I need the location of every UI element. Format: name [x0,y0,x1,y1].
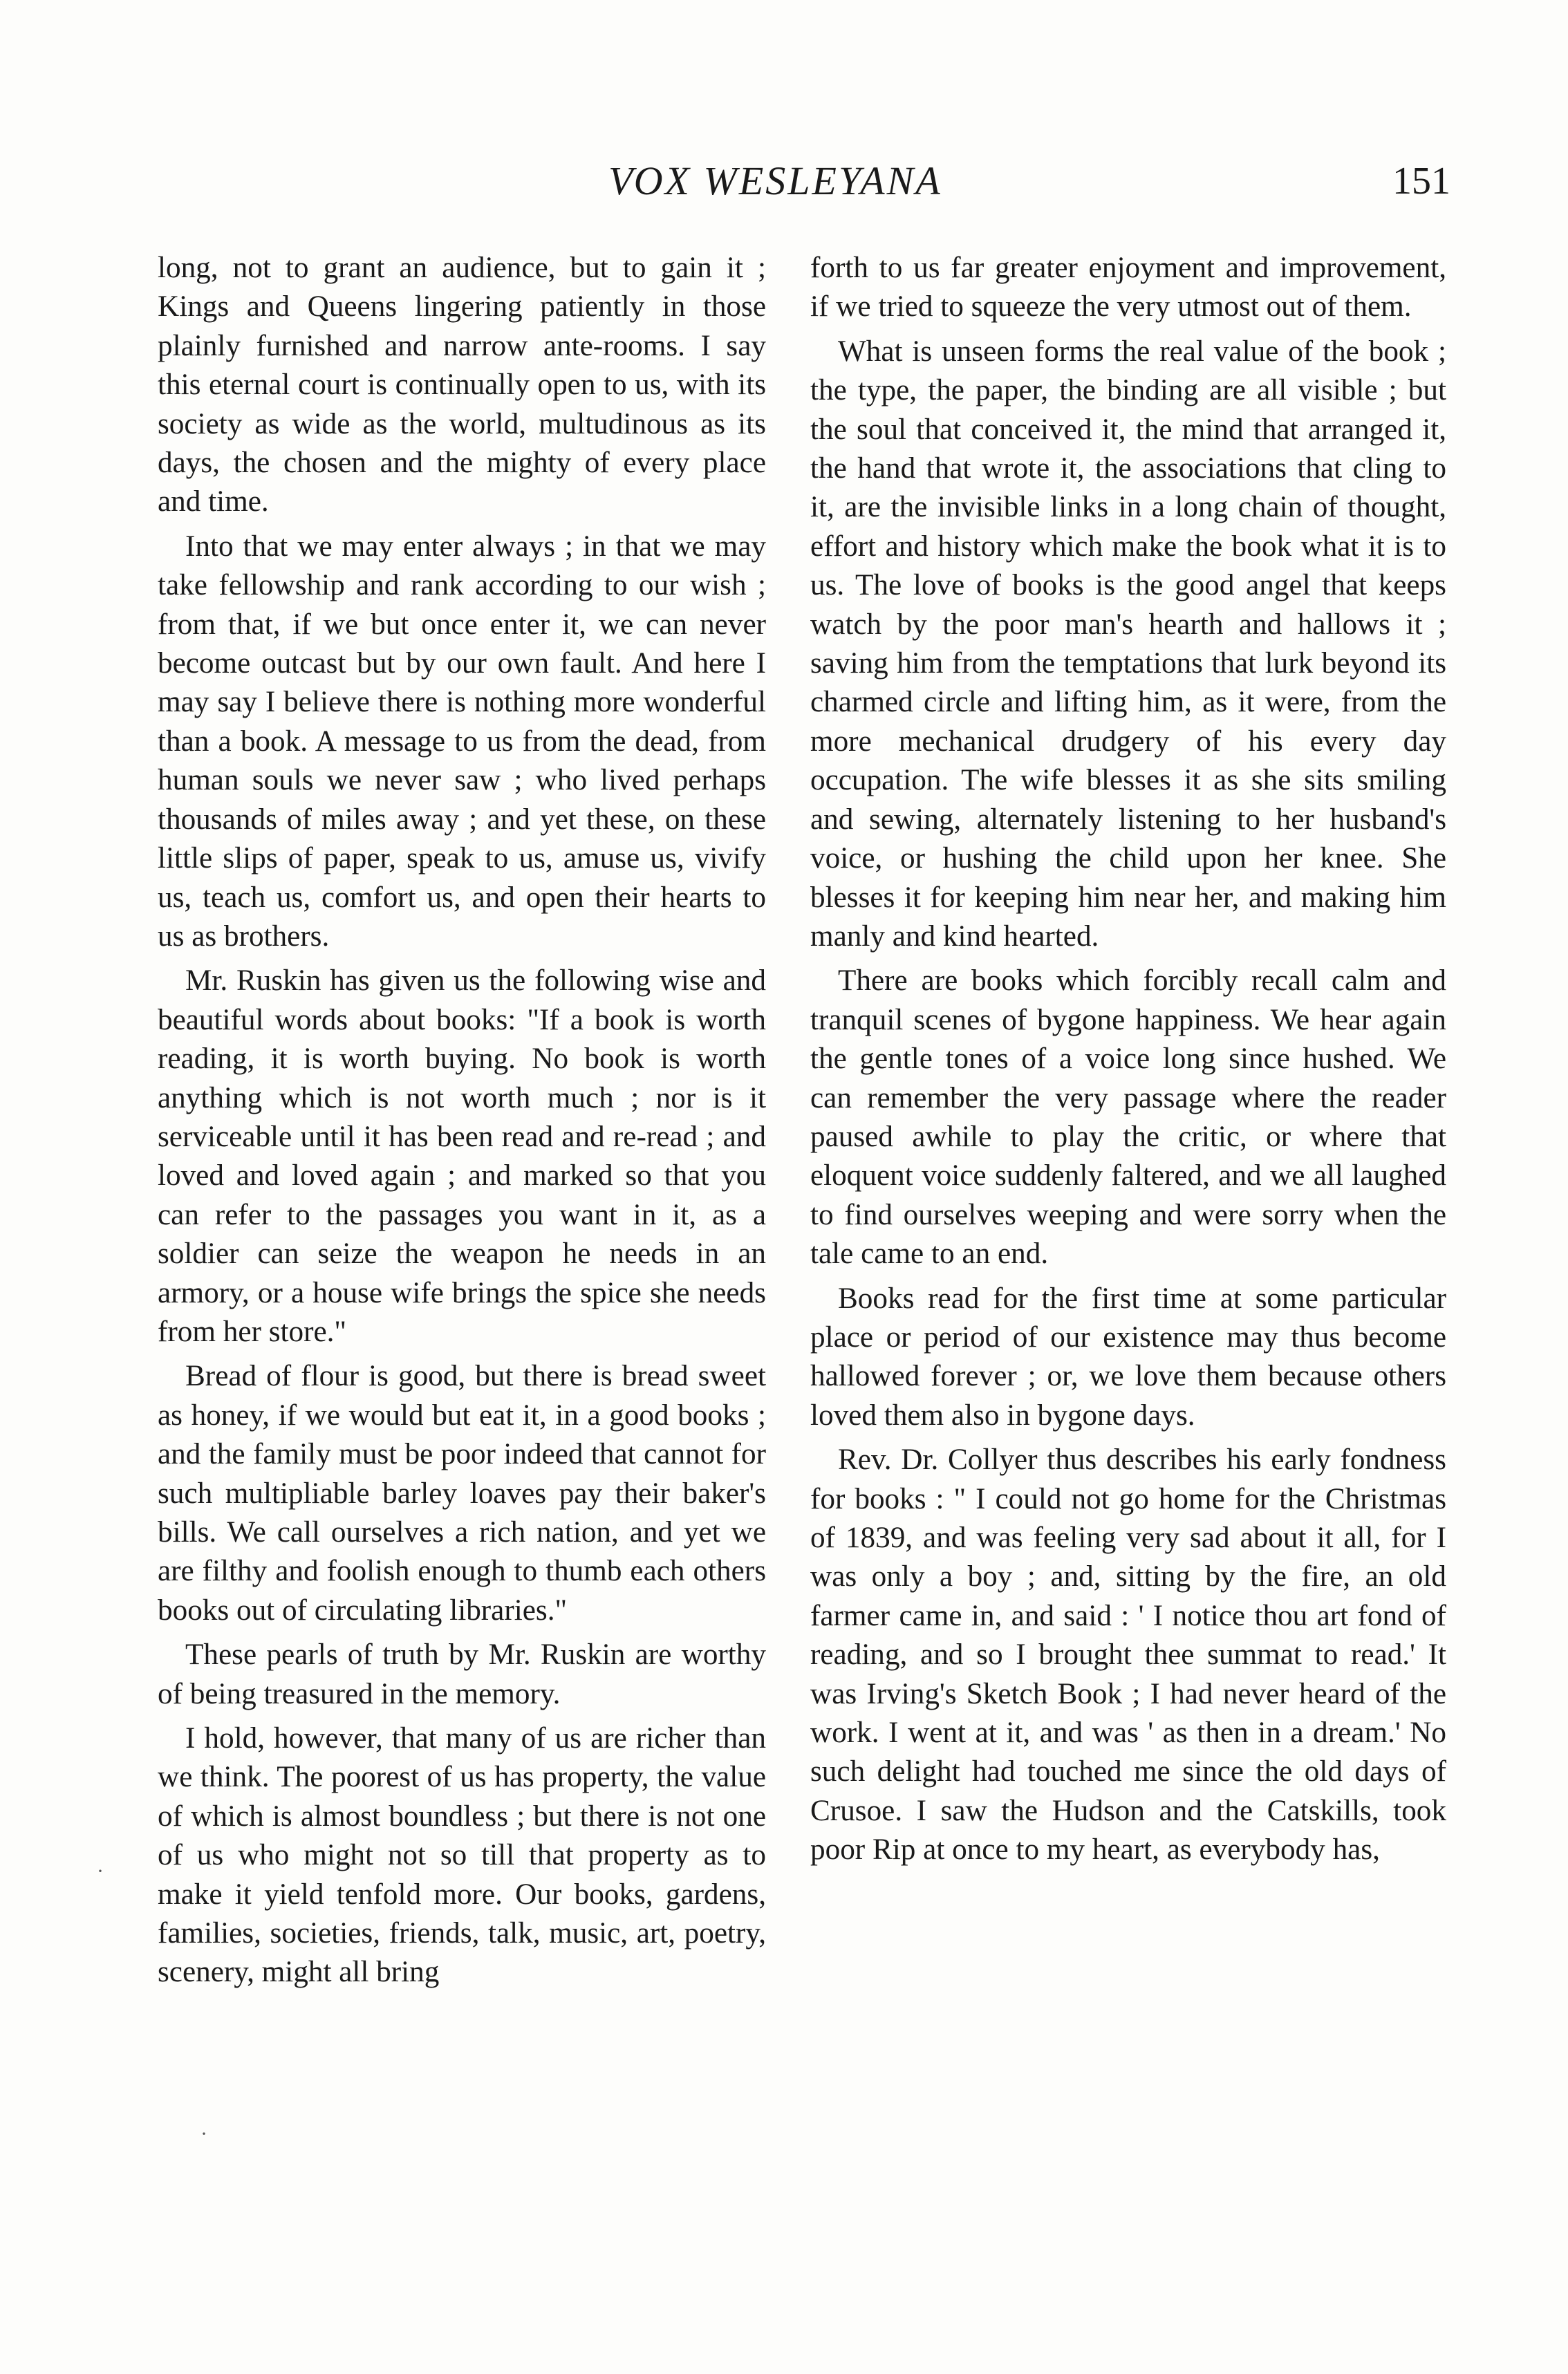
print-speck: · [97,1860,104,1882]
right-column [810,249,1446,1876]
page-number: 151 [1392,160,1450,203]
paragraph: Mr. Ruskin has given us the following wise and beautiful words about books: "If a book is worth reading, it is worth buying. No book is worth anything which is not worth much ; nor is it serviceable until it has been read and re-read ; and loved and loved again ; and marked so that you can refer to the passages you want in it, as a soldier can seize the weapon he needs in an armory, or a house wife brings the spice she needs from her store." [158,964,766,1348]
paragraph: What is unseen forms the real value of the book ; the type, the paper, the binding are all visible ; but the soul that conceived it, the mind that arranged it, the hand that wrote it, the associations that cling to it, are the invisible links in a long chain of thought, effort and history which make the book what it is to us. The love of books is the good angel that keeps watch by the poor man's hearth and hallows it ; saving him from the temptations that lurk beyond its charmed circle and lifting him, as it were, from the more mechanical drudgery of his every day occupation. The wife blesses it as she sits smiling and sewing, alternately listening to her husband's voice, or hushing the child upon her knee. She blesses it for keeping him near her, and making him manly and kind hearted. [810,335,1446,953]
paragraph: These pearls of truth by Mr. Ruskin are worthy of being treasured in the memory. [158,1638,766,1710]
paragraph: forth to us far greater enjoyment and improvement, if we tried to squeeze the very utmost out of them. [810,252,1446,324]
print-speck: · [200,2122,207,2145]
paragraph: Bread of flour is good, but there is bread sweet as honey, if we would but eat it, in a good books ; and the family must be poor indeed that cannot for such multipliable barley loaves pay their baker's bills. We call ourselves a rich nation, and yet we are filthy and foolish enough to thumb each others books out of circulating libraries." [158,1360,766,1627]
paragraph: Books read for the first time at some particular place or period of our existence may thus become hallowed forever ; or, we love them because others loved them also in bygone days. [810,1282,1446,1432]
running-title: VOX WESLEYANA [608,158,942,203]
running-head [0,153,1568,209]
paragraph: long, not to grant an audience, but to gain it ; Kings and Queens lingering patiently in those plainly furnished and narrow ante-rooms. I say this eternal court is continually open to us, with its society as wide as the world, multudinous as its days, the chosen and the mighty of every place and time. [158,252,766,518]
paragraph: Rev. Dr. Collyer thus describes his early fondness for books : " I could not go home for the Christmas of 1839, and was feeling very sad about it all, for I was only a boy ; and, sitting by the fire, an old farmer came in, and said : ' I notice thou art fond of reading, and so I brought thee summat to read.' It was Irving's Sketch Book ; I had never heard of the work. I went at it, and was ' as then in a dream.' No such delight had touched me since the old days of Crusoe. I saw the Hudson and the Catskills, took poor Rip at once to my heart, as everybody has, [810,1443,1446,1867]
left-column [158,249,766,1998]
paragraph: There are books which forcibly recall calm and tranquil scenes of bygone happiness. We hear again the gentle tones of a voice long since hushed. We can remember the very passage where the reader paused awhile to play the critic, or where that eloquent voice suddenly faltered, and we all laughed to find ourselves weeping and were sorry when the tale came to an end. [810,964,1446,1271]
paragraph: Into that we may enter always ; in that we may take fellowship and rank according to our wish ; from that, if we but once enter it, we can never become outcast but by our own fault. And here I may say I believe there is nothing more wonderful than a book. A message to us from the dead, from human souls we never saw ; who lived perhaps thousands of miles away ; and yet these, on these little slips of paper, speak to us, amuse us, vivify us, teach us, comfort us, and open their hearts to us as brothers. [158,530,766,953]
paragraph: I hold, however, that many of us are richer than we think. The poorest of us has property, the value of which is almost boundless ; but there is not one of us who might not so till that property as to make it yield tenfold more. Our books, gardens, families, societies, friends, talk, music, art, poetry, scenery, might all bring [158,1722,766,1989]
